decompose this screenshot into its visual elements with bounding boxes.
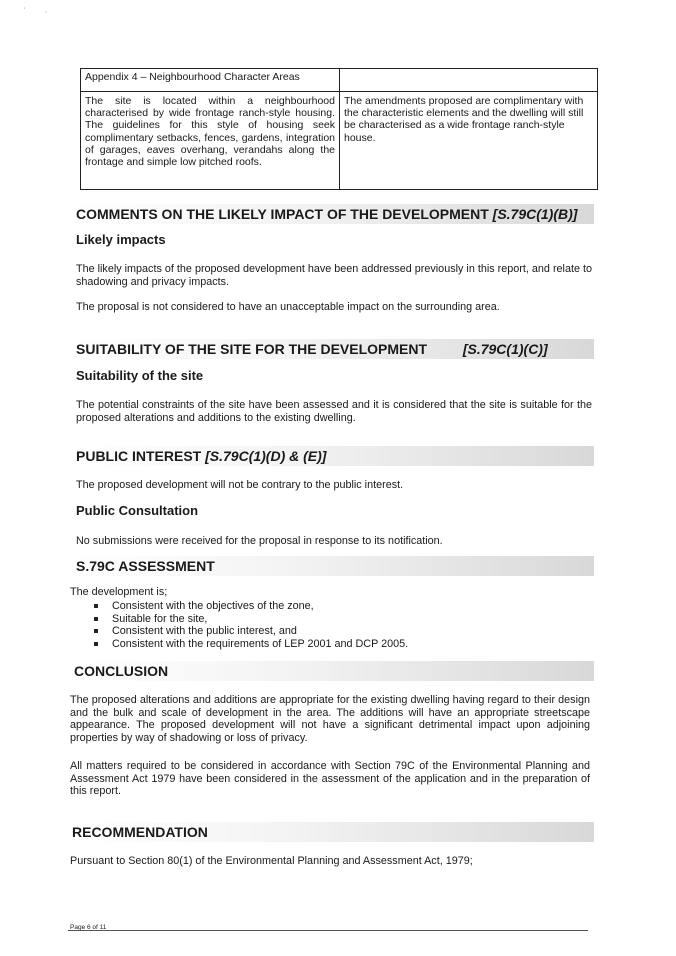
section-ref-suitability: [S.79C(1)(C)] <box>462 341 548 357</box>
paragraph-suitability: The potential constraints of the site have been assessed and it is considered that the site is suitable for the proposed alterations and additions to the existing dwelling. <box>76 399 592 424</box>
table-header: Appendix 4 – Neighbourhood Character Areas <box>81 69 340 92</box>
footer-rule <box>68 930 588 931</box>
list-item: Consistent with the objectives of the zone, <box>92 600 408 613</box>
subhead-public-consultation: Public Consultation <box>76 503 199 518</box>
table-header-blank <box>340 69 598 92</box>
section-heading-conclusion: CONCLUSION <box>70 661 594 681</box>
paragraph-public-interest: The proposed development will not be contrary to the public interest. <box>76 479 404 491</box>
table-cell-amendments: The amendments proposed are complimentary with the characteristic elements and the dwelling will still be characterised as a wide frontage ranch-style house. <box>340 92 598 190</box>
section-ref-comments: [S.79C(1)(B)] <box>492 206 578 222</box>
section-heading-suitability: SUITABILITY OF THE SITE FOR THE DEVELOPMENT [S.79C(1)(C)] <box>72 339 594 359</box>
list-item: Consistent with the requirements of LEP 2001 and DCP 2005. <box>92 638 408 651</box>
paragraph-conclusion-2: All matters required to be considered in accordance with Section 79C of the Environmental Planning and Assessment Act 1979 have been considered in the assessment of the application and in the preparation of this report. <box>70 760 590 797</box>
section-heading-recommendation: RECOMMENDATION <box>68 822 594 842</box>
paragraph-recommendation: Pursuant to Section 80(1) of the Environmental Planning and Assessment Act, 1979; <box>70 855 473 867</box>
list-item: Suitable for the site, <box>92 613 408 626</box>
paragraph-public-consultation: No submissions were received for the proposal in response to its notification. <box>76 535 443 547</box>
section-heading-assessment: S.79C ASSESSMENT <box>72 556 594 576</box>
section-ref-public-interest: [S.79C(1)(D) & (E)] <box>205 448 327 464</box>
subhead-suitability: Suitability of the site <box>76 368 204 383</box>
scan-marks: ' , <box>24 8 47 14</box>
section-heading-public-interest: PUBLIC INTEREST [S.79C(1)(D) & (E)] <box>72 446 594 466</box>
page-number: Page 6 of 11 <box>70 924 107 931</box>
paragraph-unacceptable-impact: The proposal is not considered to have an unacceptable impact on the surrounding area. <box>76 301 500 313</box>
paragraph-assessment-intro: The development is; <box>70 586 168 598</box>
list-item: Consistent with the public interest, and <box>92 625 408 638</box>
table-cell-site-description: The site is located within a neighbourhood characterised by wide frontage ranch-style housing. The guidelines for this style of housing seek complimentary setbacks, fences, gardens, integration of garages, eaves overhang, verandahs along the frontage and simple low pitched roofs. <box>81 92 340 190</box>
assessment-bullet-list <box>92 600 408 650</box>
paragraph-likely-impacts: The likely impacts of the proposed development have been addressed previously in this report, and relate to shadowing and privacy impacts. <box>76 263 592 288</box>
subhead-likely-impacts: Likely impacts <box>76 232 166 247</box>
paragraph-conclusion-1: The proposed alterations and additions are appropriate for the existing dwelling having regard to their design and the bulk and scale of development in the area. The additions will have an appropriate streetscape appearance. The proposed development will not have a significant detrimental impact upon adjoining properties by way of shadowing or loss of privacy. <box>70 694 590 744</box>
section-heading-comments: COMMENTS ON THE LIKELY IMPACT OF THE DEVELOPMENT [S.79C(1)(B)] <box>72 204 594 224</box>
character-area-table <box>80 68 598 190</box>
